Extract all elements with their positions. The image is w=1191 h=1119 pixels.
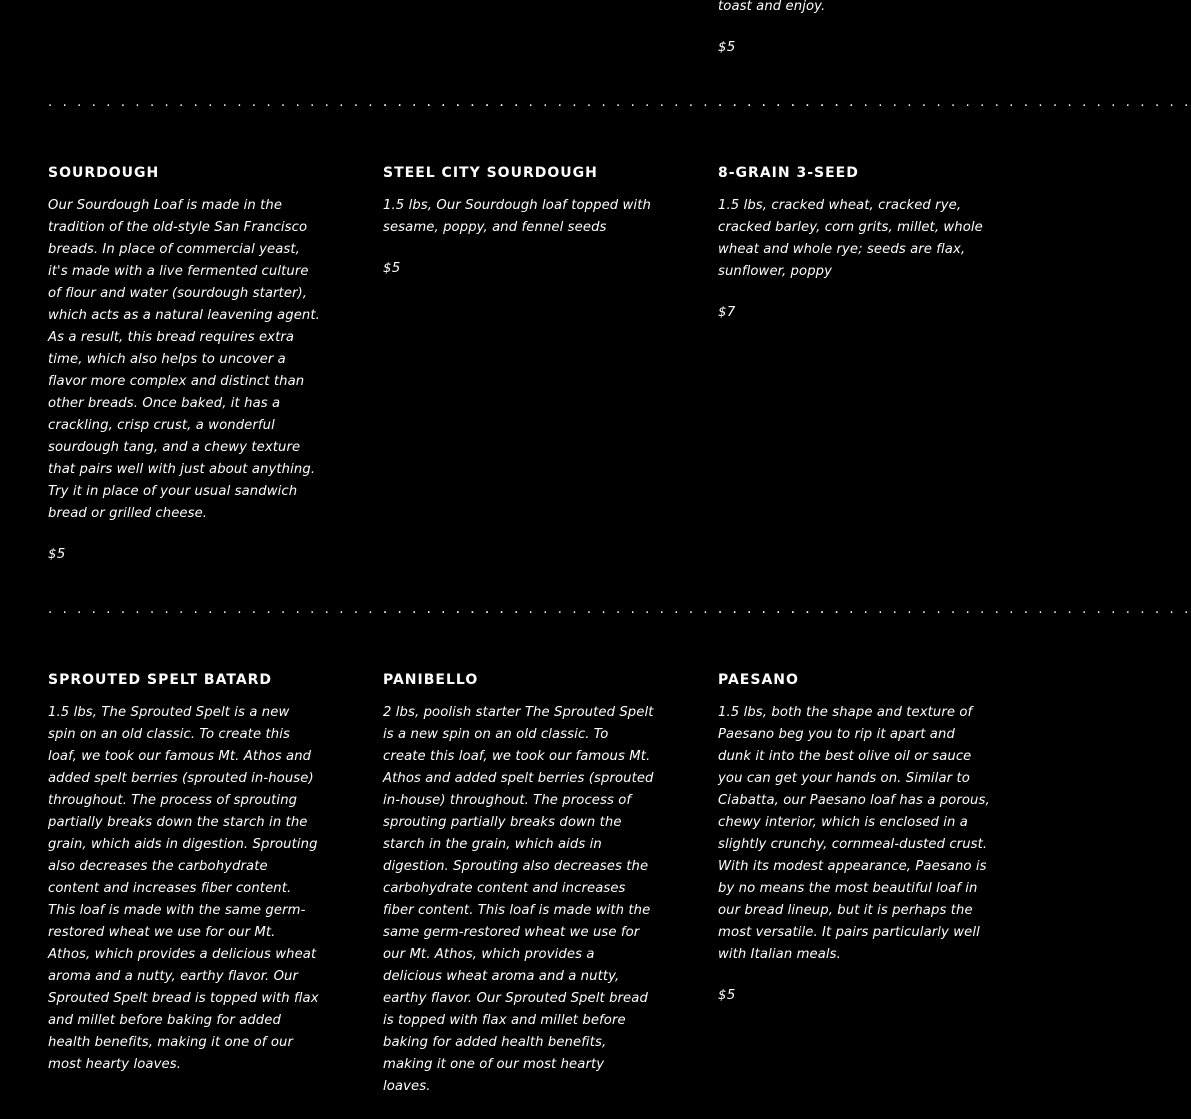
item-description: 1.5 lbs, Our Sourdough loaf topped with sesame, poppy, and fennel seeds bbox=[383, 198, 651, 235]
menu-item-sourdough bbox=[48, 164, 320, 566]
divider: . . . . . . . . . . . . . . . . . . . . . . . . . . . . . . . . . bbox=[718, 602, 1191, 617]
item-description: 2 lbs, poolish starter The Sprouted Spelt is a new spin on an old classic. To create this loaf, we took our famous Mt. Athos and added spelt berries (sprouted in-house) throughout. The process of sprouting partially breaks down the starch in the grain, which aids in digestion. Sprouting also decreases the carbohydrate content and increases fiber content. This loaf is made with the same germ-restored wheat we use for our Mt. Athos, which provides a delicious wheat aroma and a nutty, earthy flavor. Our Sprouted Spelt bread is topped with flax and millet before baking for added health benefits, making it one of our most hearty loaves. bbox=[383, 705, 654, 1094]
menu-item-8-grain-3-seed bbox=[718, 164, 990, 324]
divider: . . . . . . . . . . . . . . . . . . . . . . . . . . . . . . . . . bbox=[383, 602, 857, 617]
item-title: 8-GRAIN 3-SEED bbox=[718, 165, 859, 181]
item-description: 1.5 lbs, cracked wheat, cracked rye, cracked barley, corn grits, millet, whole wheat and whole rye; seeds are flax, sunflower, poppy bbox=[718, 198, 983, 279]
divider: . . . . . . . . . . . . . . . . . . . . . . . . . . . . . . . . . bbox=[48, 95, 522, 110]
item-title: SOURDOUGH bbox=[48, 165, 160, 181]
menu-item-steel-city-sourdough bbox=[383, 164, 655, 280]
item-price: $5 bbox=[718, 988, 736, 1003]
divider: . . . . . . . . . . . . . . . . . . . . . . . . . . . . . . . . . bbox=[383, 95, 857, 110]
menu-item-sprouted-spelt-batard bbox=[48, 671, 320, 1076]
item-price: $5 bbox=[383, 261, 401, 276]
divider: . . . . . . . . . . . . . . . . . . . . . . . . . . . . . . . . . bbox=[718, 95, 1191, 110]
menu-item-paesano bbox=[718, 671, 990, 1007]
item-price: $5 bbox=[48, 547, 66, 562]
item-price: $7 bbox=[718, 305, 736, 320]
item-title: SPROUTED SPELT BATARD bbox=[48, 672, 273, 688]
item-description: Our Sourdough Loaf is made in the tradition of the old-style San Francisco breads. In place of commercial yeast, it's made with a live fermented culture of flour and water (sourdough starter), which acts as a natural leavening agent. As a result, this bread requires extra time, which also helps to uncover a flavor more complex and distinct than other breads. Once baked, it has a crackling, crisp crust, a wonderful sourdough tang, and a chewy texture that pairs well with just about anything. Try it in place of your usual sandwich bread or grilled cheese. bbox=[48, 198, 320, 521]
item-title: PAESANO bbox=[718, 672, 799, 688]
item-description-fragment: toast and enjoy. bbox=[718, 0, 826, 14]
menu-item-panibello bbox=[383, 671, 655, 1098]
item-title: STEEL CITY SOURDOUGH bbox=[383, 165, 598, 181]
item-description: 1.5 lbs, both the shape and texture of Paesano beg you to rip it apart and dunk it into the best olive oil or sauce you can get your hands on. Similar to Ciabatta, our Paesano loaf has a porous, chewy interior, which is enclosed in a slightly crunchy, cornmeal-dusted crust. With its modest appearance, Paesano is by no means the most beautiful loaf in our bread lineup, but it is perhaps the most versatile. It pairs particularly well with Italian meals. bbox=[718, 705, 990, 962]
divider: . . . . . . . . . . . . . . . . . . . . . . . . . . . . . . . . . bbox=[48, 602, 522, 617]
item-price: $5 bbox=[718, 40, 736, 55]
item-description: 1.5 lbs, The Sprouted Spelt is a new spin on an old classic. To create this loaf, we took our famous Mt. Athos and added spelt berries (sprouted in-house) throughout. The process of sprouting partially breaks down the starch in the grain, which aids in digestion. Sprouting also decreases the carbohydrate content and increases fiber content. This loaf is made with the same germ-restored wheat we use for our Mt. Athos, which provides a delicious wheat aroma and a nutty, earthy flavor. Our Sprouted Spelt bread is topped with flax and millet before baking for added health benefits, making it one of our most hearty loaves. bbox=[48, 705, 319, 1072]
item-title: PANIBELLO bbox=[383, 672, 479, 688]
